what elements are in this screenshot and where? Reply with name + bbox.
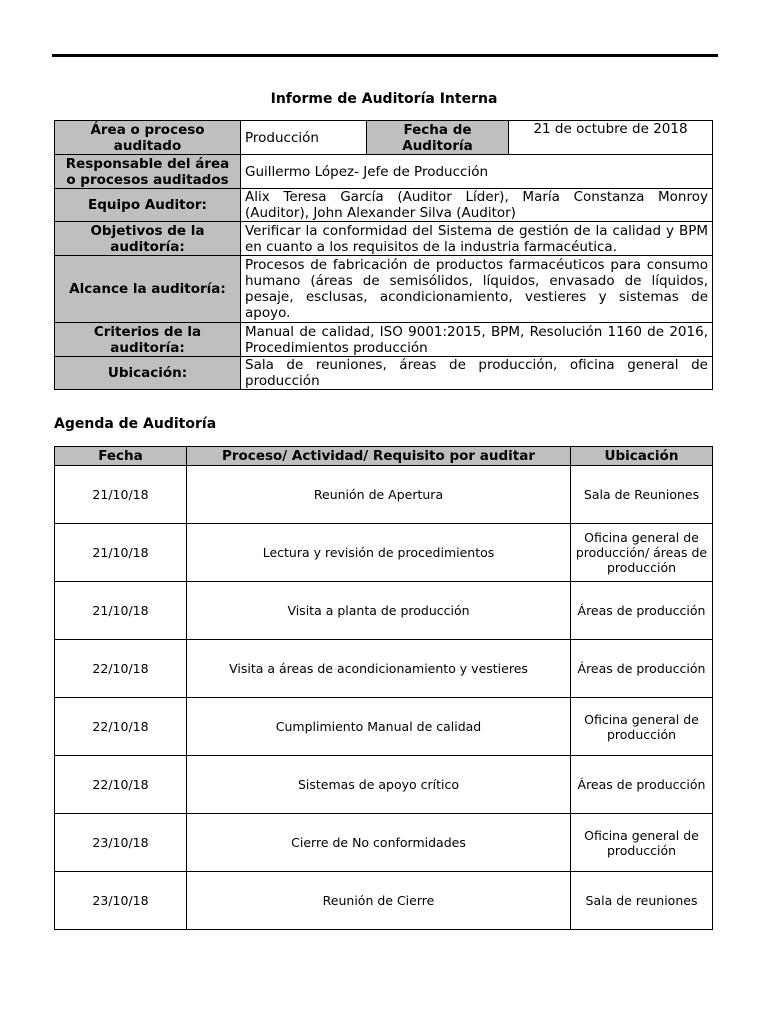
- agenda-date: 21/10/18: [55, 466, 187, 524]
- column-header-activity: Proceso/ Actividad/ Requisito por auditar: [187, 447, 571, 466]
- agenda-location: Áreas de producción: [571, 640, 713, 698]
- column-header-date: Fecha: [55, 447, 187, 466]
- agenda-location: Oficina general de producción/ áreas de producción: [571, 524, 713, 582]
- agenda-location: Oficina general de producción: [571, 698, 713, 756]
- date-value: 21 de octubre de 2018: [509, 121, 713, 155]
- agenda-location: Áreas de producción: [571, 756, 713, 814]
- agenda-location: Áreas de producción: [571, 582, 713, 640]
- location-value: Sala de reuniones, áreas de producción, oficina general de producción: [241, 357, 713, 390]
- responsible-label: Responsable del área o procesos auditados: [55, 155, 241, 189]
- table-row: [55, 524, 713, 582]
- agenda-location: Oficina general de producción: [571, 814, 713, 872]
- info-row-objectives: [55, 222, 713, 256]
- scope-value: Procesos de fabricación de productos farmacéuticos para consumo humano (áreas de semisólidos, líquidos, envasado de líquidos, pesaje, esclusas, acondicionamiento, vestieres y sistemas de apoyo.: [241, 256, 713, 323]
- table-row: [55, 640, 713, 698]
- audit-info-table: [54, 120, 713, 390]
- info-row-area: [55, 121, 713, 155]
- responsible-value: Guillermo López- Jefe de Producción: [241, 155, 713, 189]
- agenda-date: 21/10/18: [55, 524, 187, 582]
- agenda-location: Sala de Reuniones: [571, 466, 713, 524]
- agenda-activity: Cumplimiento Manual de calidad: [187, 698, 571, 756]
- info-row-team: [55, 189, 713, 222]
- criteria-label: Criterios de la auditoría:: [55, 323, 241, 357]
- table-row: [55, 466, 713, 524]
- table-row: [55, 872, 713, 930]
- table-row: [55, 756, 713, 814]
- agenda-activity: Visita a áreas de acondicionamiento y vestieres: [187, 640, 571, 698]
- agenda-heading: Agenda de Auditoría: [54, 416, 217, 432]
- team-label: Equipo Auditor:: [55, 189, 241, 222]
- table-row: [55, 582, 713, 640]
- info-row-criteria: [55, 323, 713, 357]
- agenda-activity: Lectura y revisión de procedimientos: [187, 524, 571, 582]
- area-value: Producción: [241, 121, 367, 155]
- report-title: Informe de Auditoría Interna: [270, 91, 498, 107]
- objectives-value: Verificar la conformidad del Sistema de gestión de la calidad y BPM en cuanto a los requisitos de la industria farmacéutica.: [241, 222, 713, 256]
- area-label: Área o proceso auditado: [55, 121, 241, 155]
- objectives-label: Objetivos de la auditoría:: [55, 222, 241, 256]
- agenda-date: 21/10/18: [55, 582, 187, 640]
- location-label: Ubicación:: [55, 357, 241, 390]
- agenda-location: Sala de reuniones: [571, 872, 713, 930]
- agenda-date: 23/10/18: [55, 814, 187, 872]
- agenda-activity: Reunión de Apertura: [187, 466, 571, 524]
- agenda-date: 22/10/18: [55, 756, 187, 814]
- column-header-location: Ubicación: [571, 447, 713, 466]
- agenda-activity: Reunión de Cierre: [187, 872, 571, 930]
- agenda-activity: Sistemas de apoyo crítico: [187, 756, 571, 814]
- agenda-date: 23/10/18: [55, 872, 187, 930]
- top-rule: [52, 54, 718, 57]
- agenda-activity: Cierre de No conformidades: [187, 814, 571, 872]
- team-value: Alix Teresa García (Auditor Líder), María Constanza Monroy (Auditor), John Alexander Silva (Auditor): [241, 189, 713, 222]
- table-row: [55, 698, 713, 756]
- agenda-header-row: [55, 447, 713, 466]
- table-row: [55, 814, 713, 872]
- date-label: Fecha de Auditoría: [367, 121, 509, 155]
- agenda-date: 22/10/18: [55, 698, 187, 756]
- criteria-value: Manual de calidad, ISO 9001:2015, BPM, Resolución 1160 de 2016, Procedimientos producción: [241, 323, 713, 357]
- agenda-activity: Visita a planta de producción: [187, 582, 571, 640]
- scope-label: Alcance la auditoría:: [55, 256, 241, 323]
- info-row-scope: [55, 256, 713, 323]
- agenda-table: [54, 446, 713, 930]
- info-row-location: [55, 357, 713, 390]
- info-row-responsible: [55, 155, 713, 189]
- agenda-date: 22/10/18: [55, 640, 187, 698]
